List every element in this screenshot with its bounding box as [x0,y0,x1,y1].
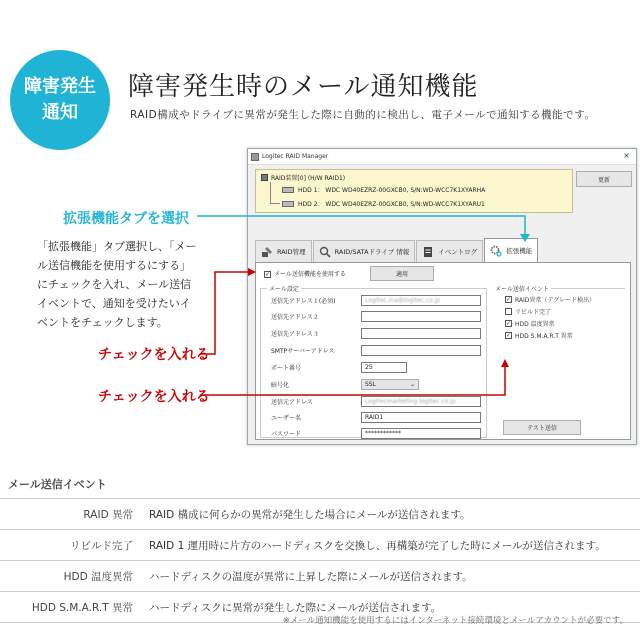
close-icon[interactable]: × [623,151,630,160]
event-table [0,498,640,623]
tab-label: RAID管理 [277,248,306,256]
username-field[interactable]: RAID1 [361,412,481,423]
event-rebuild-complete-checkbox[interactable]: リビルド完了 [505,307,551,316]
field-label: SMTPサーバーアドレス [271,348,335,355]
page-subtitle: RAID構成やドライブに異常が発生した際に自動的に検出し、電子メールで通知する機能です。 [130,109,596,121]
field-label: ポート番号 [271,365,302,372]
checkbox-label: メール送信機能を使用する [274,271,346,278]
arrow-head-icon [248,268,256,276]
password-field[interactable]: ************ [361,428,481,439]
tab-callout-line [197,216,525,236]
section-title: メール送信イベント [8,478,107,491]
instruction-text: 「拡張機能」タブ選択し、「メール送信機能を使用するにする」にチェックを入れ、メール送信イベントで、通知を受けたいイベントをチェックします。 [37,240,197,329]
table-row: HDD S.M.A.R.T 異常 ハードディスクに異常が発生した際にメールが送信されます。 [0,592,640,623]
port-field[interactable]: 25 [361,362,407,373]
chevron-down-icon: ⌄ [409,381,415,388]
table-row: RAID 異常 RAID 構成に何らかの異常が発生した場合にメールが送信されます。 [0,499,640,530]
event-raid-error-checkbox[interactable]: ✓ RAID異常（デグレード検出） [506,296,596,304]
callout-select-tab: 拡張機能タブを選択 [63,211,189,227]
check1-callout-line [200,272,250,354]
field-label: 送信先アドレス２ [271,314,319,321]
arrow-head-icon [520,234,530,242]
callout-check-2: チェックを入れる [98,389,210,405]
to-address-1-field[interactable]: Logitec.ina@logitec.co.jp [361,295,481,306]
table-row: HDD 温度異常 ハードディスクの温度が異常に上昇した際にメールが送信されます。 [0,561,640,592]
badge-line2: 通知 [42,102,78,123]
hdd-label: HDD 1： WDC WD40EZRZ-00GXCB0, S/N:WD-WCC7K1XYARHA [298,187,486,194]
window-title: Logitec RAID Manager [262,153,329,160]
tab-label: 拡張機能 [506,247,533,255]
field-label: ユーザー名 [271,415,302,422]
tab-label: イベントログ [438,248,478,256]
from-address-field[interactable]: Logitecmarketing.logitec.co.jp [361,396,481,407]
field-label: 送信先アドレス３ [271,331,319,338]
callout-check-1: チェックを入れる [98,347,210,363]
hdd-label: HDD 2： WDC WD40EZRZ-00GXCB0, S/N:WD-WCC7K1XYARU1 [298,201,485,208]
tab-label: RAID/SATAドライブ 情報 [334,248,410,256]
event-hdd-temp-checkbox[interactable]: ✓ HDD 温度異常 [506,320,555,328]
page-title: 障害発生時のメール通知機能 [128,72,479,102]
footnote: ※メール通知機能を使用するにはインターネット接続環境とメールアカウントが必要です。 [282,616,628,626]
event-hdd-smart-checkbox[interactable]: ✓ HDD S.M.A.R.T 異常 [506,332,573,340]
mail-events-label: メール送信イベント [495,286,549,293]
checkbox-checked: ✓ [265,271,271,278]
encryption-select[interactable]: SSL ⌄ [361,379,419,390]
table-row: リビルド完了 RAID 1 運用時に片方のハードディスクを交換し、再構築が完了した時にメールが送信されます。 [0,530,640,561]
test-send-button[interactable]: テスト送信 [503,420,581,435]
field-label: 送信先アドレス１(必須) [271,298,336,305]
badge-line1: 障害発生 [24,76,96,97]
field-label: 暗号化 [271,382,290,389]
apply-button[interactable]: 適用 [370,266,434,281]
arrow-head-icon [501,359,509,367]
mail-settings-label: メール設定 [269,286,299,293]
field-label: 送信元アドレス [271,399,313,406]
refresh-button[interactable]: 更新 [576,171,632,187]
check2-callout-line [200,365,505,395]
field-label: パスワード [271,431,302,438]
raid-root-label: RAID装置[0] (H/W RAID1) [271,175,346,182]
